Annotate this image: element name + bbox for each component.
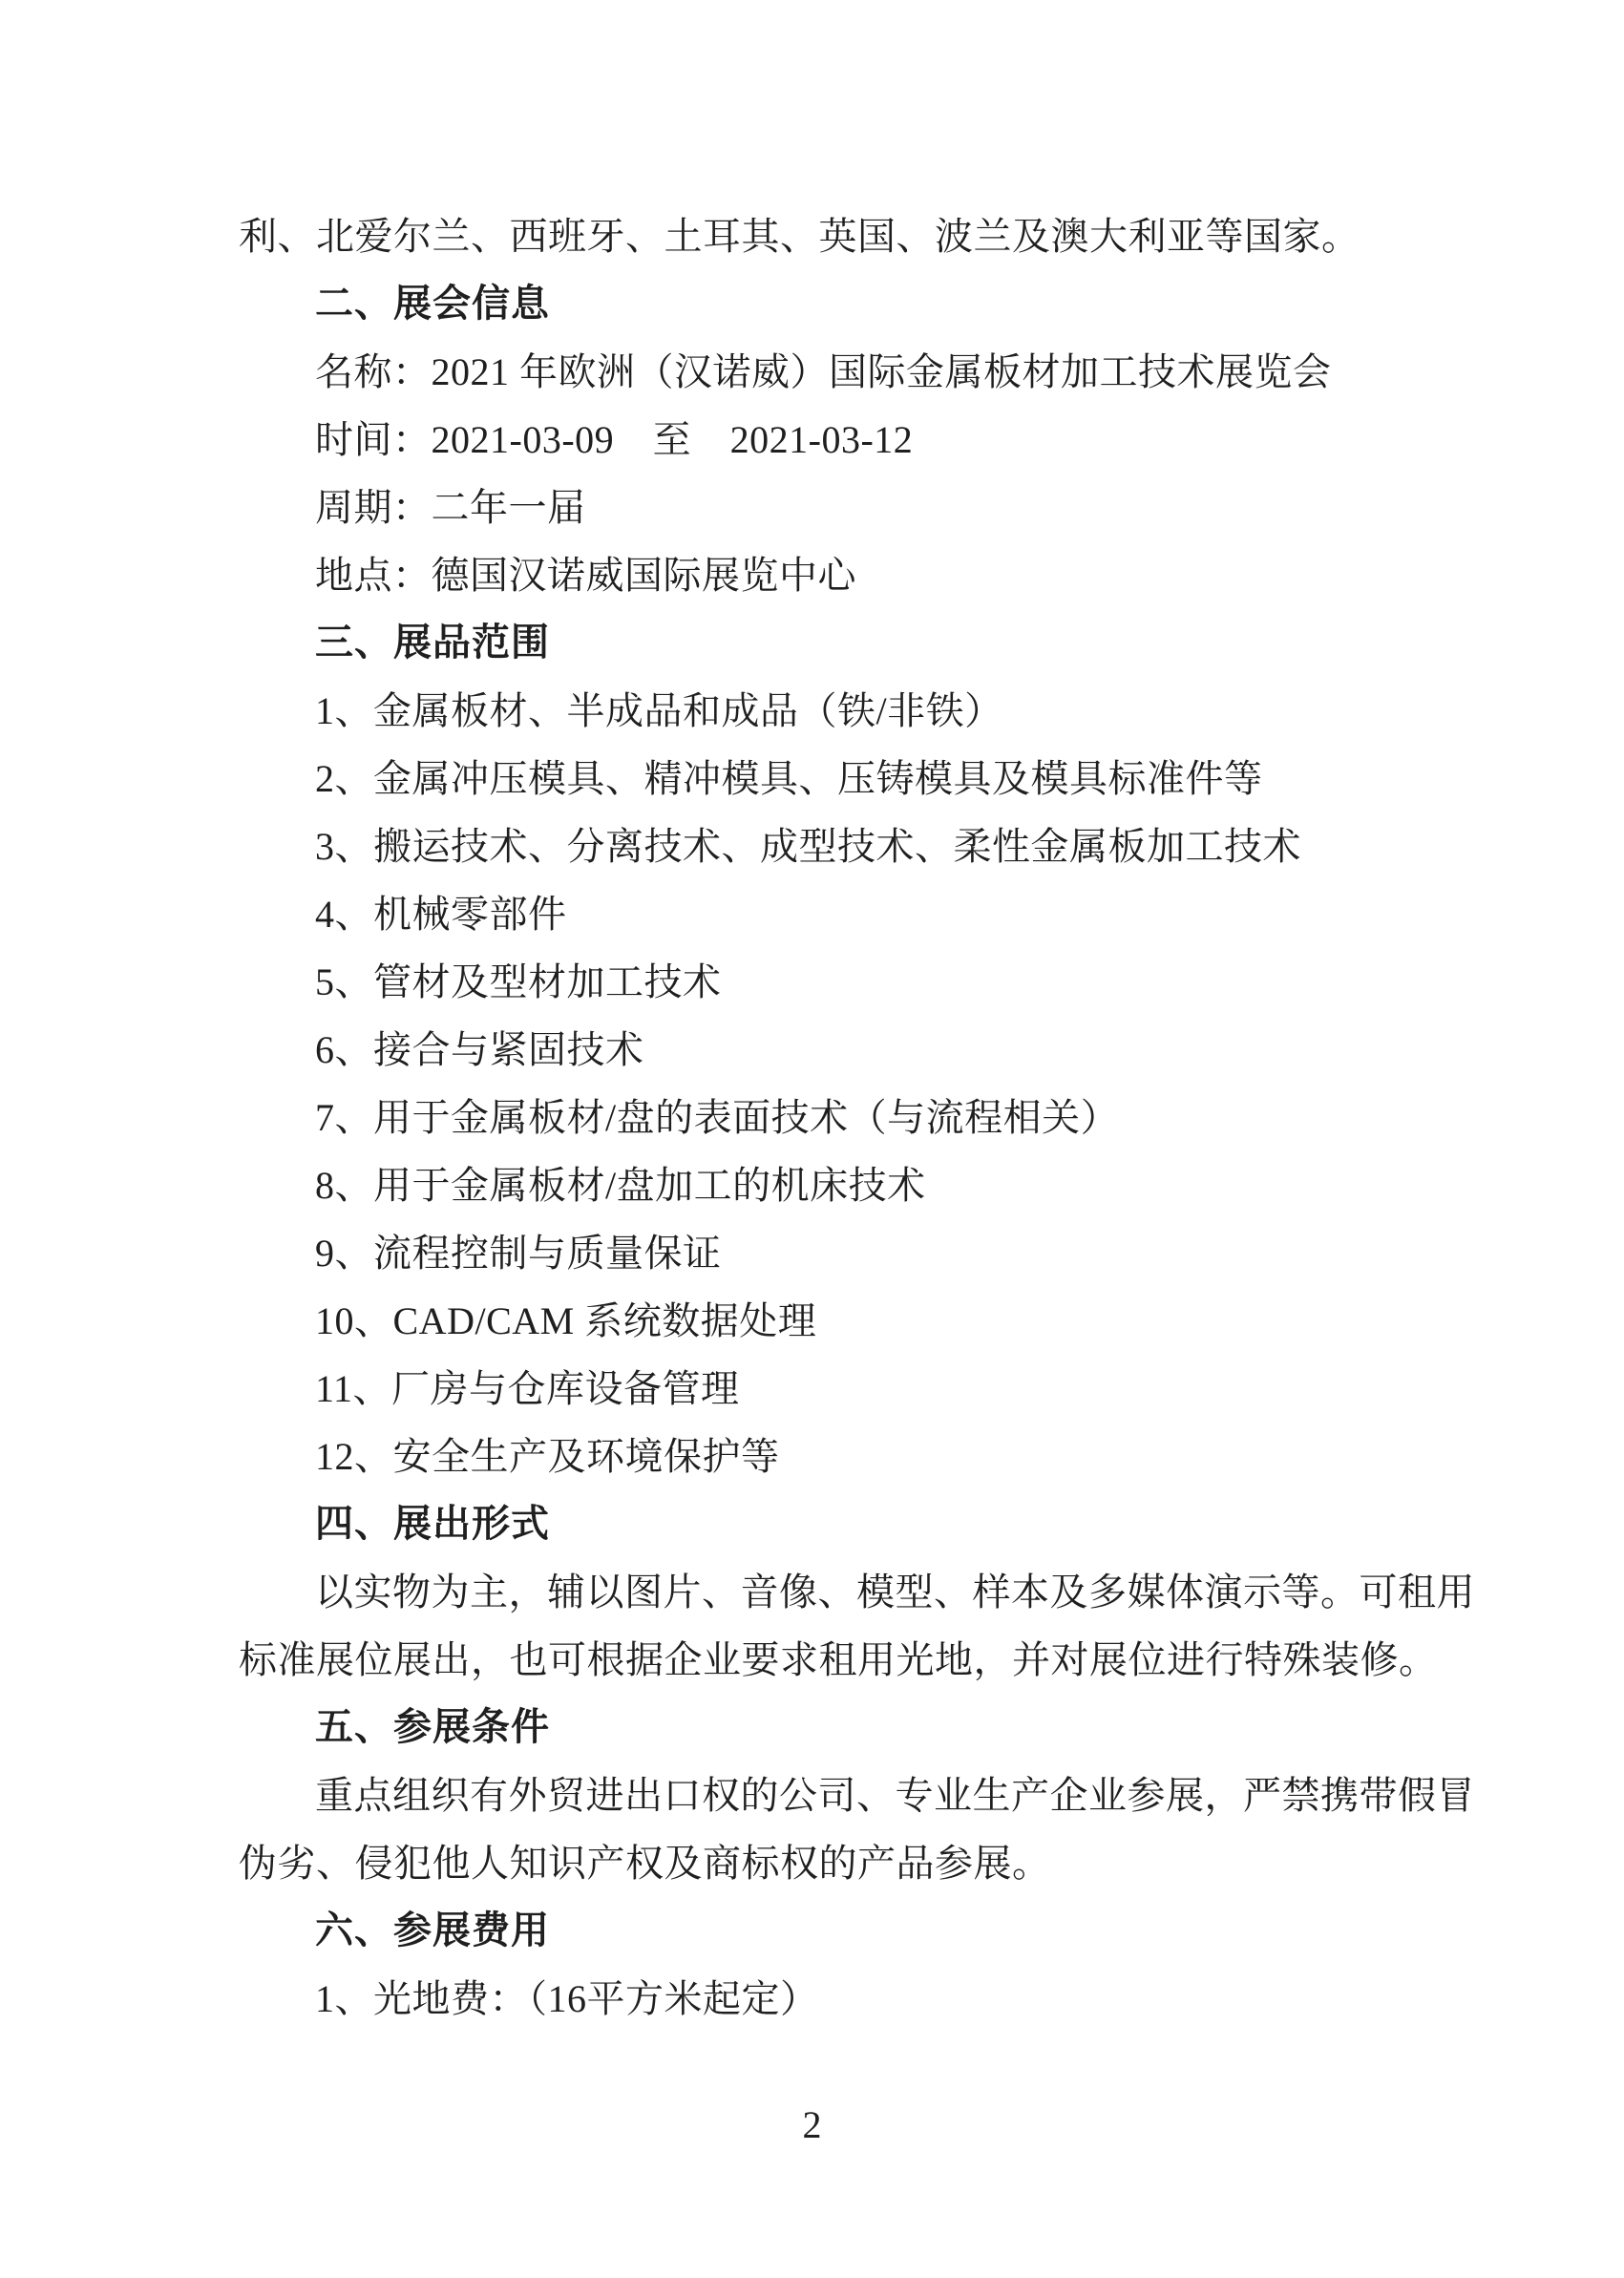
- exhibit-item-6: 6、接合与紧固技术: [315, 1028, 644, 1071]
- section-heading-exhibit-scope: 三、展品范围: [315, 622, 550, 664]
- section-heading-exhibition-info: 二、展会信息: [315, 283, 550, 325]
- exhibit-item-5: 5、管材及型材加工技术: [315, 960, 722, 1003]
- field-exhibition-time: 时间：2021-03-09 至 2021-03-12: [315, 418, 914, 461]
- exhibit-item-8: 8、用于金属板材/盘加工的机床技术: [315, 1164, 926, 1207]
- paragraph-countries-continuation: 利、北爱尔兰、西班牙、土耳其、英国、波兰及澳大利亚等国家。: [239, 215, 1360, 258]
- field-exhibition-name: 名称：2021 年欧洲（汉诺威）国际金属板材加工技术展览会: [315, 350, 1332, 393]
- field-exhibition-cycle: 周期：二年一届: [315, 486, 586, 529]
- exhibit-item-4: 4、机械零部件: [315, 893, 567, 936]
- exhibit-item-10: 10、CAD/CAM 系统数据处理: [315, 1299, 817, 1342]
- exhibit-item-3: 3、搬运技术、分离技术、成型技术、柔性金属板加工技术: [315, 825, 1301, 868]
- section-heading-participation-fees: 六、参展费用: [315, 1909, 550, 1951]
- field-exhibition-location: 地点：德国汉诺威国际展览中心: [315, 554, 856, 597]
- document-body: [239, 202, 1475, 2033]
- exhibit-item-7: 7、用于金属板材/盘的表面技术（与流程相关）: [315, 1096, 1120, 1139]
- paragraph-conditions-line-2: 伪劣、侵犯他人知识产权及商标权的产品参展。: [239, 1842, 1051, 1885]
- exhibit-item-11: 11、厂房与仓库设备管理: [315, 1367, 740, 1410]
- paragraph-conditions-line-1: 重点组织有外贸进出口权的公司、专业生产企业参展，严禁携带假冒: [315, 1774, 1475, 1817]
- section-heading-exhibit-form: 四、展出形式: [315, 1503, 550, 1545]
- exhibit-item-9: 9、流程控制与质量保证: [315, 1232, 722, 1275]
- fee-item-1: 1、光地费：（16平方米起定）: [315, 1977, 819, 2020]
- page-number: 2: [802, 2103, 822, 2146]
- exhibit-item-2: 2、金属冲压模具、精冲模具、压铸模具及模具标准件等: [315, 757, 1263, 800]
- section-heading-participation-conditions: 五、参展条件: [315, 1706, 550, 1748]
- paragraph-exhibit-form-line-2: 标准展位展出，也可根据企业要求租用光地，并对展位进行特殊装修。: [239, 1638, 1438, 1681]
- exhibit-item-1: 1、金属板材、半成品和成品（铁/非铁）: [315, 689, 1003, 732]
- exhibit-item-12: 12、安全生产及环境保护等: [315, 1435, 780, 1478]
- paragraph-exhibit-form-line-1: 以实物为主，辅以图片、音像、模型、样本及多媒体演示等。可租用: [315, 1571, 1475, 1614]
